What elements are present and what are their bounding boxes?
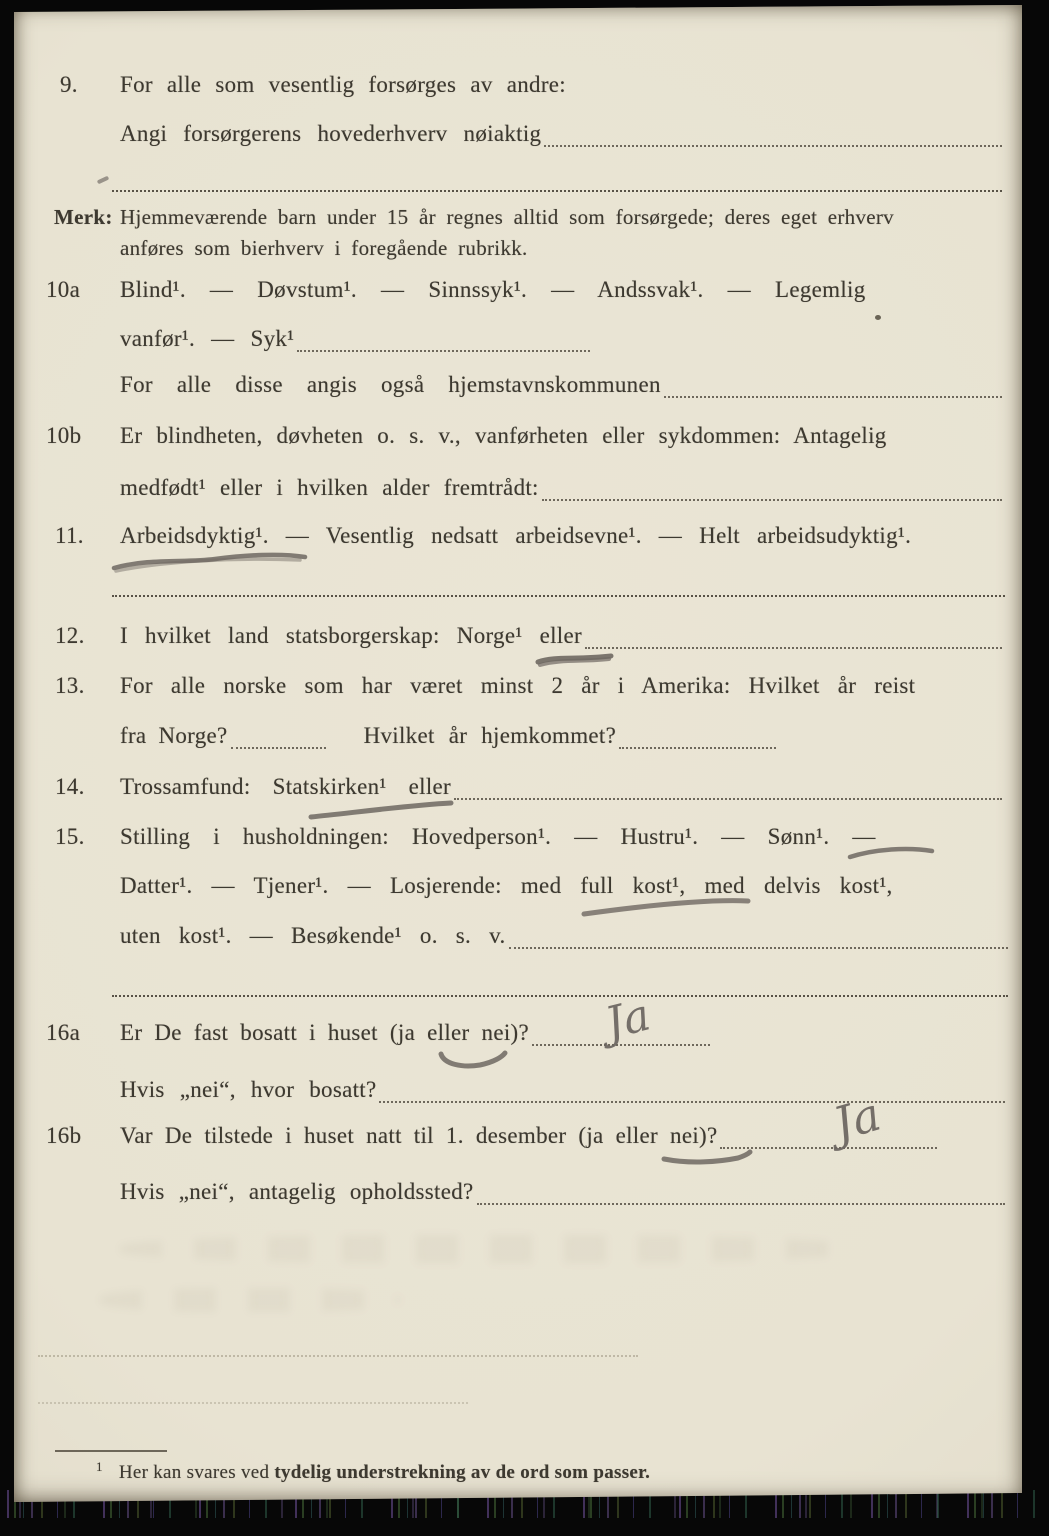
question-16b-line1 <box>120 1121 937 1151</box>
question-number-13: 13. <box>55 673 85 698</box>
dotted-answer-line <box>664 372 1002 398</box>
dotted-answer-line <box>542 475 1002 501</box>
gap <box>326 727 364 751</box>
pencil-speck <box>97 176 110 185</box>
dotted-answer-line <box>231 723 326 749</box>
question-15-line3 <box>120 921 1008 951</box>
pencil-underline-sonn <box>846 842 936 864</box>
question-10b-line2 <box>120 473 1002 503</box>
question-15-line1: Stilling i husholdningen: Hovedperson¹. — Hustru¹. — Sønn¹. — <box>120 824 876 849</box>
footnote <box>96 1452 650 1488</box>
merk-text-line2: anføres som bierhverv i foregående rubrikk. <box>120 236 528 260</box>
question-16b-line2 <box>120 1177 1005 1207</box>
handwritten-answer-16a: Ja <box>600 989 656 1050</box>
handwritten-answer-16b: Ja <box>827 1086 887 1152</box>
faint-bleed-line <box>38 1355 638 1357</box>
question-13-line2a-text: fra Norge? <box>120 723 228 748</box>
dotted-answer-line <box>379 1077 1005 1103</box>
bleed-through-smudge <box>120 1235 860 1263</box>
question-15-line3-text: uten kost¹. — Besøkende¹ o. s. v. <box>120 923 506 948</box>
question-10b-line1: Er blindheten, døvheten o. s. v., vanførheten eller sykdommen: Antagelig <box>120 423 887 448</box>
bleed-through-smudge <box>100 1288 400 1312</box>
merk-text-line1: Hjemmeværende barn under 15 år regnes alltid som forsørgede; deres eget erhverv <box>120 205 894 229</box>
question-16b-line2-text: Hvis „nei“, antagelig opholdssted? <box>120 1179 474 1204</box>
dotted-answer-line <box>544 121 1002 147</box>
question-16a-line2-text: Hvis „nei“, hvor bosatt? <box>120 1077 377 1102</box>
question-10a-line1: Blind¹. — Døvstum¹. — Sinnssyk¹. — Andssvak¹. — Legemlig <box>120 277 866 302</box>
dotted-divider <box>112 995 1008 997</box>
question-9-line2-text: Angi forsørgerens hovederhverv nøiaktig <box>120 121 542 146</box>
pencil-underline-statskirken <box>306 798 456 822</box>
dotted-answer-line <box>720 1123 937 1149</box>
pencil-underline-ja-16a <box>436 1048 510 1072</box>
dotted-answer-line <box>454 774 1002 800</box>
question-number-10b: 10b <box>46 423 82 448</box>
question-number-16b: 16b <box>46 1123 82 1148</box>
question-12-text: I hvilket land statsborgerskap: Norge¹ eller <box>120 623 582 648</box>
pencil-underline-med-full-kost <box>580 894 752 920</box>
question-16b-text: Var De tilstede i huset natt til 1. desember (ja eller nei)? <box>120 1123 718 1148</box>
dotted-answer-line <box>477 1179 1005 1205</box>
question-number-11: 11. <box>55 523 84 548</box>
footnote-text-bold: tydelig understrekning av de ord som passer. <box>274 1462 651 1483</box>
question-14-text: Trossamfund: Statskirken¹ eller <box>120 774 451 799</box>
dotted-answer-line <box>297 326 590 352</box>
question-number-16a: 16a <box>46 1020 81 1045</box>
dotted-divider <box>112 190 1002 192</box>
faint-bleed-line <box>38 1402 468 1404</box>
pencil-underline-arbeidsdyktig <box>110 548 310 576</box>
question-11-text: Arbeidsdyktig¹. — Vesentlig nedsatt arbeidsevne¹. — Helt arbeidsudyktig¹. <box>120 523 912 548</box>
dotted-divider <box>112 595 1005 597</box>
question-14-line <box>120 772 1002 802</box>
dotted-answer-line <box>509 923 1008 949</box>
question-10b-line2-text: medfødt¹ eller i hvilken alder fremtrådt: <box>120 475 539 500</box>
footnote-marker: 1 <box>96 1459 103 1474</box>
question-10a-line3-text: For alle disse angis også hjemstavnskommunen <box>120 372 661 397</box>
dotted-answer-line <box>585 623 1002 649</box>
question-13-line2 <box>120 721 776 751</box>
question-number-12: 12. <box>55 623 85 648</box>
question-number-15: 15. <box>55 824 85 849</box>
question-10a-line2 <box>120 324 590 354</box>
question-9-line2 <box>120 119 1002 149</box>
pencil-underline-norge <box>535 650 615 668</box>
question-15-line2: Datter¹. — Tjener¹. — Losjerende: med full kost¹, med delvis kost¹, <box>120 873 893 898</box>
dotted-answer-line <box>619 723 776 749</box>
question-12-line <box>120 621 1002 651</box>
question-number-10a: 10a <box>46 277 81 302</box>
question-10a-line2-text: vanfør¹. — Syk¹ <box>120 326 295 351</box>
pencil-underline-ja-16b <box>660 1148 754 1172</box>
ink-speck <box>875 315 881 320</box>
question-number-9: 9. <box>60 72 78 97</box>
question-10a-line3 <box>120 370 1002 400</box>
question-number-14: 14. <box>55 774 85 799</box>
question-9-text: For alle som vesentlig forsørges av andre: <box>120 72 566 97</box>
footnote-text: Her kan svares ved <box>118 1462 275 1483</box>
question-13-line2b-text: Hvilket år hjemkommet? <box>363 723 617 748</box>
merk-label: Merk: <box>54 205 113 229</box>
question-16a-text: Er De fast bosatt i huset (ja eller nei)? <box>120 1020 529 1045</box>
question-13-line1: For alle norske som har været minst 2 år i Amerika: Hvilket år reist <box>120 673 916 698</box>
